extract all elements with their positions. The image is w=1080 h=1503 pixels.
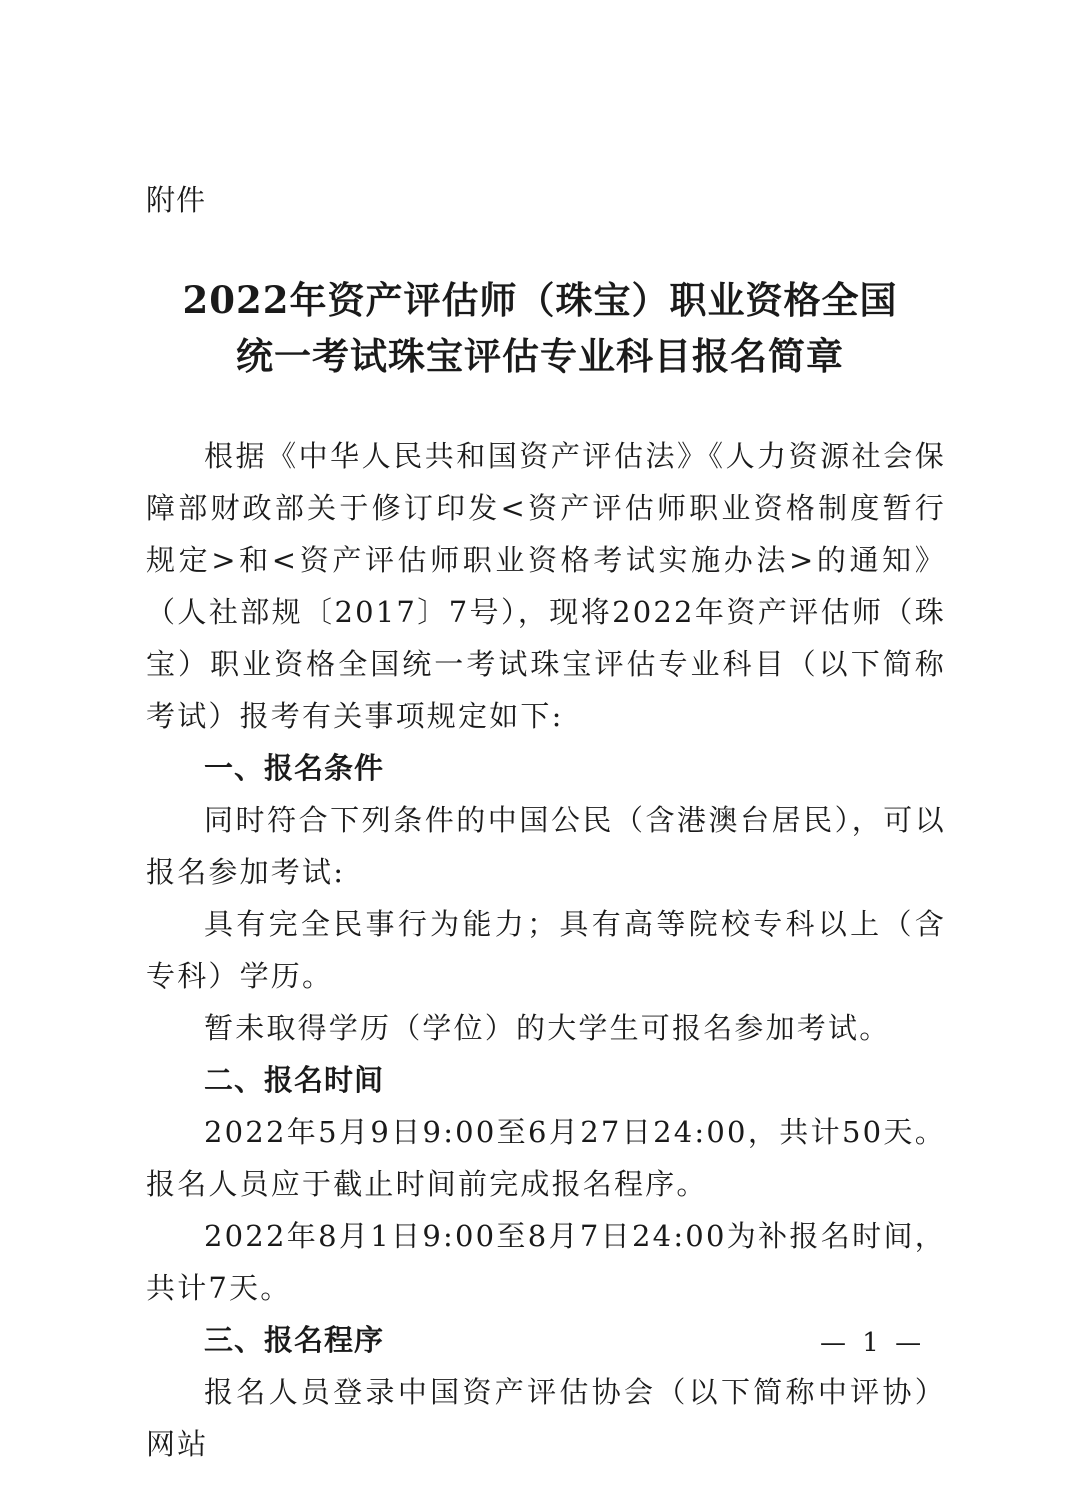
title-line-1: 2022年资产评估师（珠宝）职业资格全国 (182, 278, 898, 322)
attachment-label: 附件 (146, 183, 207, 217)
eligibility-paragraph-2: 具有完全民事行为能力；具有高等院校专科以上（含专科）学历。 (146, 907, 946, 993)
registration-procedure-paragraph-1: 报名人员登录中国资产评估协会（以下简称中评协）网站 (146, 1375, 946, 1461)
section-heading-registration-procedure: 三、报名程序 (204, 1323, 385, 1357)
section-heading-eligibility: 一、报名条件 (204, 751, 385, 785)
eligibility-paragraph-3: 暂未取得学历（学位）的大学生可报名参加考试。 (204, 1011, 891, 1045)
eligibility-paragraph-1: 同时符合下列条件的中国公民（含港澳台居民），可以报名参加考试: (146, 803, 946, 889)
page-number: — 1 — (820, 1328, 926, 1358)
title-line-2: 统一考试珠宝评估专业科目报名简章 (236, 334, 844, 378)
document-body (146, 430, 946, 1470)
section-heading-registration-time: 二、报名时间 (204, 1063, 385, 1097)
registration-time-paragraph-2: 2022年8月1日9:00至8月7日24:00为补报名时间，共计7天。 (146, 1219, 946, 1305)
registration-time-paragraph-1: 2022年5月9日9:00至6月27日24:00，共计50天。报名人员应于截止时间前完成报名程序。 (146, 1115, 946, 1201)
intro-paragraph: 根据《中华人民共和国资产评估法》《人力资源社会保障部财政部关于修订印发<资产评估师职业资格制度暂行规定>和<资产评估师职业资格考试实施办法>的通知》（人社部规〔2017〕7号），现将2022年资产评估师（珠宝）职业资格全国统一考试珠宝评估专业科目（以下简称考试）报考有关事项规定如下: (146, 439, 946, 733)
document-title (0, 272, 1080, 384)
